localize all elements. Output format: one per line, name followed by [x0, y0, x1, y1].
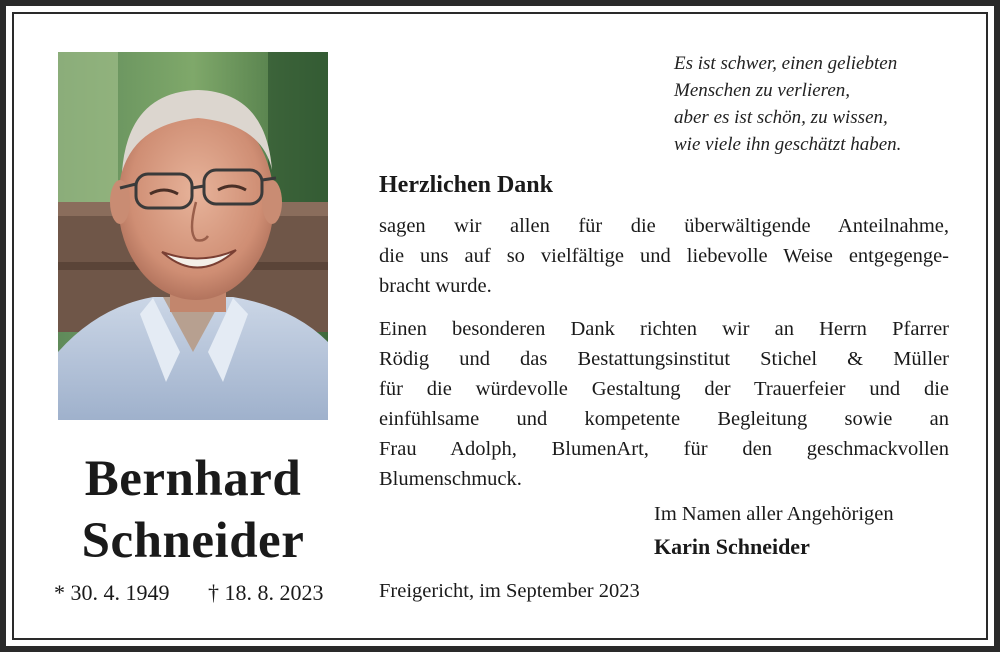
- paragraph-line: Einen besonderen Dank richten wir an Herrn Pfarrer: [379, 318, 949, 340]
- signature-name: Karin Schneider: [654, 534, 810, 559]
- deceased-last-name: Schneider: [81, 513, 305, 569]
- paragraph-line: die uns auf so vielfältige und liebevolle Weise entgegenge-: [379, 245, 949, 267]
- birth-date: * 30. 4. 1949: [54, 580, 170, 605]
- thanks-paragraph-2: [379, 314, 949, 494]
- thanks-heading: Herzlichen Dank: [379, 172, 553, 198]
- paragraph-line: Frau Adolph, BlumenArt, für den geschmackvollen: [379, 438, 949, 460]
- signature-intro: Im Namen aller Angehörigen: [654, 503, 894, 525]
- paragraph-line: sagen wir allen für die überwältigende Anteilnahme,: [379, 215, 949, 237]
- quote-line: wie viele ihn geschätzt haben.: [674, 134, 902, 155]
- death-date: † 18. 8. 2023: [208, 580, 324, 605]
- quote-line: Menschen zu verlieren,: [674, 80, 851, 101]
- place-and-date: Freigericht, im September 2023: [379, 580, 640, 602]
- paragraph-line: bracht wurde.: [379, 275, 492, 297]
- quote-line: Es ist schwer, einen geliebten: [674, 53, 898, 74]
- paragraph-line: Rödig und das Bestattungsinstitut Stichel & Müller: [379, 348, 949, 370]
- portrait-photo: [58, 52, 328, 420]
- paragraph-line: einfühlsame und kompetente Begleitung sowie an: [379, 408, 949, 430]
- paragraph-line: Blumenschmuck.: [379, 468, 522, 490]
- deceased-first-name: Bernhard: [84, 451, 302, 507]
- memorial-quote: [674, 50, 964, 158]
- quote-line: aber es ist schön, zu wissen,: [674, 107, 888, 128]
- thanks-paragraph-1: [379, 211, 949, 301]
- paragraph-line: für die würdevolle Gestaltung der Trauerfeier und die: [379, 378, 949, 400]
